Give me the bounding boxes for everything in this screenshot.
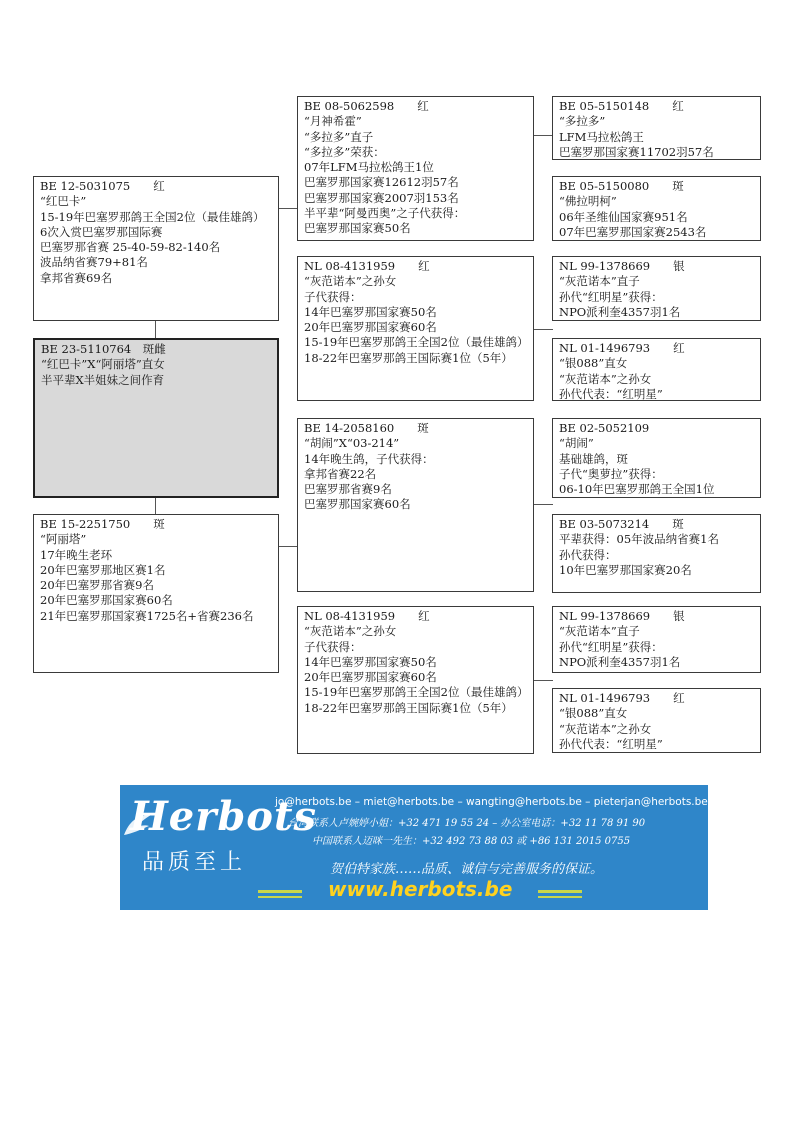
connector bbox=[278, 208, 298, 209]
dam-line: BE 15-2251750 斑 bbox=[40, 517, 165, 531]
ss-line: “月神希霍” bbox=[304, 114, 362, 129]
ss-line: 巴塞罗那国家赛50名 bbox=[304, 221, 411, 236]
sdd-line: “灰范诺本”之孙女 bbox=[559, 371, 652, 386]
dds-line: NPO派利奎4357羽1名 bbox=[559, 654, 681, 669]
dsd-line: 孙代获得： bbox=[559, 547, 617, 562]
connector bbox=[533, 680, 553, 681]
pigeon-sire bbox=[33, 176, 279, 321]
pigeon-dss bbox=[552, 418, 761, 498]
sd-line: 20年巴塞罗那国家赛60名 bbox=[304, 320, 437, 335]
pigeon-dsd bbox=[552, 514, 761, 593]
slogan: 品质至上 bbox=[142, 850, 247, 875]
ssd-line: 06年圣维仙国家赛951名 bbox=[559, 209, 688, 224]
pigeon-main bbox=[33, 338, 279, 498]
sd-line: “灰范诺本”之孙女 bbox=[304, 274, 397, 289]
pigeon-dds bbox=[552, 606, 761, 673]
sds-line: NPO派利奎4357羽1名 bbox=[559, 304, 681, 319]
sdd-line: NL 01-1496793 红 bbox=[559, 341, 685, 355]
dam-line: “阿丽塔” bbox=[40, 532, 87, 547]
sd-line: NL 08-4131959 红 bbox=[304, 259, 430, 273]
pigeon-sire-sire bbox=[297, 96, 534, 241]
pigeon-sss bbox=[552, 96, 761, 160]
ds-line: “胡闹”X“03-214” bbox=[304, 436, 400, 451]
ss-line: “多拉多”直子 bbox=[304, 129, 374, 144]
ddd-line: 孙代代表：“红明星” bbox=[559, 736, 663, 751]
decor-dash-left bbox=[258, 890, 302, 893]
sire-line: 巴塞罗那省赛 25-40-59-82-140名 bbox=[40, 240, 221, 255]
dds-line: 孙代“红明星”获得： bbox=[559, 639, 663, 654]
dss-line: 子代“奥萝拉”获得： bbox=[559, 466, 663, 481]
sss-line: 巴塞罗那国家赛11702羽57名 bbox=[559, 144, 714, 159]
dd-line: NL 08-4131959 红 bbox=[304, 609, 430, 623]
ss-line: 巴塞罗那国家赛2007羽153名 bbox=[304, 190, 459, 205]
sd-line: 18-22年巴塞罗那鸽王国际赛1位（5年） bbox=[304, 350, 513, 365]
dd-line: 14年巴塞罗那国家赛50名 bbox=[304, 654, 437, 669]
email-list[interactable]: jo@herbots.be – miet@herbots.be – wangting@herbots.be – pieterjan@herbots.be bbox=[275, 796, 708, 808]
ssd-line: BE 05-5150080 斑 bbox=[559, 179, 684, 193]
connector bbox=[533, 329, 553, 330]
ssd-line: 07年巴塞罗那国家赛2543名 bbox=[559, 224, 707, 239]
ss-line: 半平辈“阿曼西奥”之子代获得： bbox=[304, 206, 466, 221]
sds-line: 孙代“红明星”获得： bbox=[559, 289, 663, 304]
sd-line: 15-19年巴塞罗那鸽王全国2位（最佳雄鸽） bbox=[304, 335, 529, 350]
sire-line: BE 12-5031075 红 bbox=[40, 179, 165, 193]
ss-line: 巴塞罗那国家赛12612羽57名 bbox=[304, 175, 459, 190]
ds-line: 拿邦省赛22名 bbox=[304, 466, 377, 481]
ddd-line: “银088”直女 bbox=[559, 706, 628, 721]
dd-line: 18-22年巴塞罗那鸽王国际赛1位（5年） bbox=[304, 700, 513, 715]
sdd-line: 孙代代表：“红明星” bbox=[559, 386, 663, 401]
ddd-line: “灰范诺本”之孙女 bbox=[559, 721, 652, 736]
dss-line: 06-10年巴塞罗那鸽王全国1位 bbox=[559, 482, 715, 497]
dd-line: 20年巴塞罗那国家赛60名 bbox=[304, 670, 437, 685]
connector bbox=[278, 546, 298, 547]
dds-line: NL 99-1378669 银 bbox=[559, 609, 685, 623]
pigeon-sds bbox=[552, 256, 761, 321]
ds-line: 巴塞罗那省赛9名 bbox=[304, 482, 392, 497]
dsd-line: BE 03-5073214 斑 bbox=[559, 517, 684, 531]
sire-line: 波品纳省赛79+81名 bbox=[40, 255, 148, 270]
dam-line: 20年巴塞罗那国家赛60名 bbox=[40, 593, 173, 608]
ddd-line: NL 01-1496793 红 bbox=[559, 691, 685, 705]
dd-line: 子代获得： bbox=[304, 639, 362, 654]
guarantee-text: 贺伯特家族……品质、诚信与完善服务的保证。 bbox=[330, 862, 604, 877]
sss-line: “多拉多” bbox=[559, 114, 606, 129]
sire-line: 拿邦省赛69名 bbox=[40, 270, 113, 285]
sdd-line: “银088”直女 bbox=[559, 356, 628, 371]
sd-line: 子代获得： bbox=[304, 289, 362, 304]
pigeon-sire-dam bbox=[297, 256, 534, 401]
contact-china: 中国联系人迈咪一先生：+32 492 73 88 03 或 +86 131 2015 0755 bbox=[312, 836, 631, 847]
sss-line: LFM马拉松鸽王 bbox=[559, 129, 644, 144]
pigeon-dam-dam bbox=[297, 606, 534, 754]
main-line: “红巴卡”X“阿丽塔”直女 bbox=[41, 357, 165, 372]
dss-line: 基础雄鸽，斑 bbox=[559, 451, 628, 466]
decor-dash-right bbox=[538, 890, 582, 893]
connector bbox=[155, 497, 156, 514]
dds-line: “灰范诺本”直子 bbox=[559, 624, 640, 639]
contact-taiwan: 台湾联系人卢婉婷小姐：+32 471 19 55 24 – 办公室电话：+32 11 78 91 90 bbox=[288, 818, 646, 829]
dss-line: “胡闹” bbox=[559, 436, 594, 451]
pigeon-dam-sire bbox=[297, 418, 534, 592]
ssd-line: “佛拉明柯” bbox=[559, 194, 617, 209]
dam-line: 17年晚生老环 bbox=[40, 547, 113, 562]
pigeon-dam bbox=[33, 514, 279, 673]
ss-line: BE 08-5062598 红 bbox=[304, 99, 429, 113]
connector bbox=[155, 320, 156, 339]
ds-line: 14年晚生鸽，子代获得： bbox=[304, 451, 434, 466]
main-line: 半平辈X半姐妹之间作育 bbox=[41, 372, 165, 387]
sds-line: NL 99-1378669 银 bbox=[559, 259, 685, 273]
connector bbox=[533, 135, 553, 136]
ss-line: “多拉多”荣获： bbox=[304, 144, 385, 159]
dsd-line: 10年巴塞罗那国家赛20名 bbox=[559, 562, 692, 577]
ds-line: BE 14-2058160 斑 bbox=[304, 421, 429, 435]
dsd-line: 平辈获得：05年波品纳省赛1名 bbox=[559, 532, 719, 547]
ss-line: 07年LFM马拉松鸽王1位 bbox=[304, 160, 434, 175]
pigeon-ssd bbox=[552, 176, 761, 241]
sire-line: 6次入赏巴塞罗那国际赛 bbox=[40, 224, 163, 239]
pigeon-sdd bbox=[552, 338, 761, 401]
connector bbox=[533, 504, 553, 505]
pigeon-ddd bbox=[552, 688, 761, 753]
sd-line: 14年巴塞罗那国家赛50名 bbox=[304, 304, 437, 319]
main-line: BE 23-5110764 斑雌 bbox=[41, 342, 166, 356]
herbots-banner bbox=[120, 785, 708, 910]
website-link[interactable]: www.herbots.be bbox=[328, 877, 513, 901]
dss-line: BE 02-5052109 bbox=[559, 421, 650, 435]
dam-line: 20年巴塞罗那省赛9名 bbox=[40, 578, 154, 593]
ds-line: 巴塞罗那国家赛60名 bbox=[304, 497, 411, 512]
sss-line: BE 05-5150148 红 bbox=[559, 99, 684, 113]
dd-line: 15-19年巴塞罗那鸽王全国2位（最佳雄鸽） bbox=[304, 685, 529, 700]
dam-line: 21年巴塞罗那国家赛1725名+省赛236名 bbox=[40, 608, 254, 623]
sire-line: “红巴卡” bbox=[40, 194, 87, 209]
sire-line: 15-19年巴塞罗那鸽王全国2位（最佳雄鸽） bbox=[40, 209, 265, 224]
herbots-logo: Herbots bbox=[130, 793, 317, 840]
dam-line: 20年巴塞罗那地区赛1名 bbox=[40, 562, 166, 577]
dd-line: “灰范诺本”之孙女 bbox=[304, 624, 397, 639]
sds-line: “灰范诺本”直子 bbox=[559, 274, 640, 289]
